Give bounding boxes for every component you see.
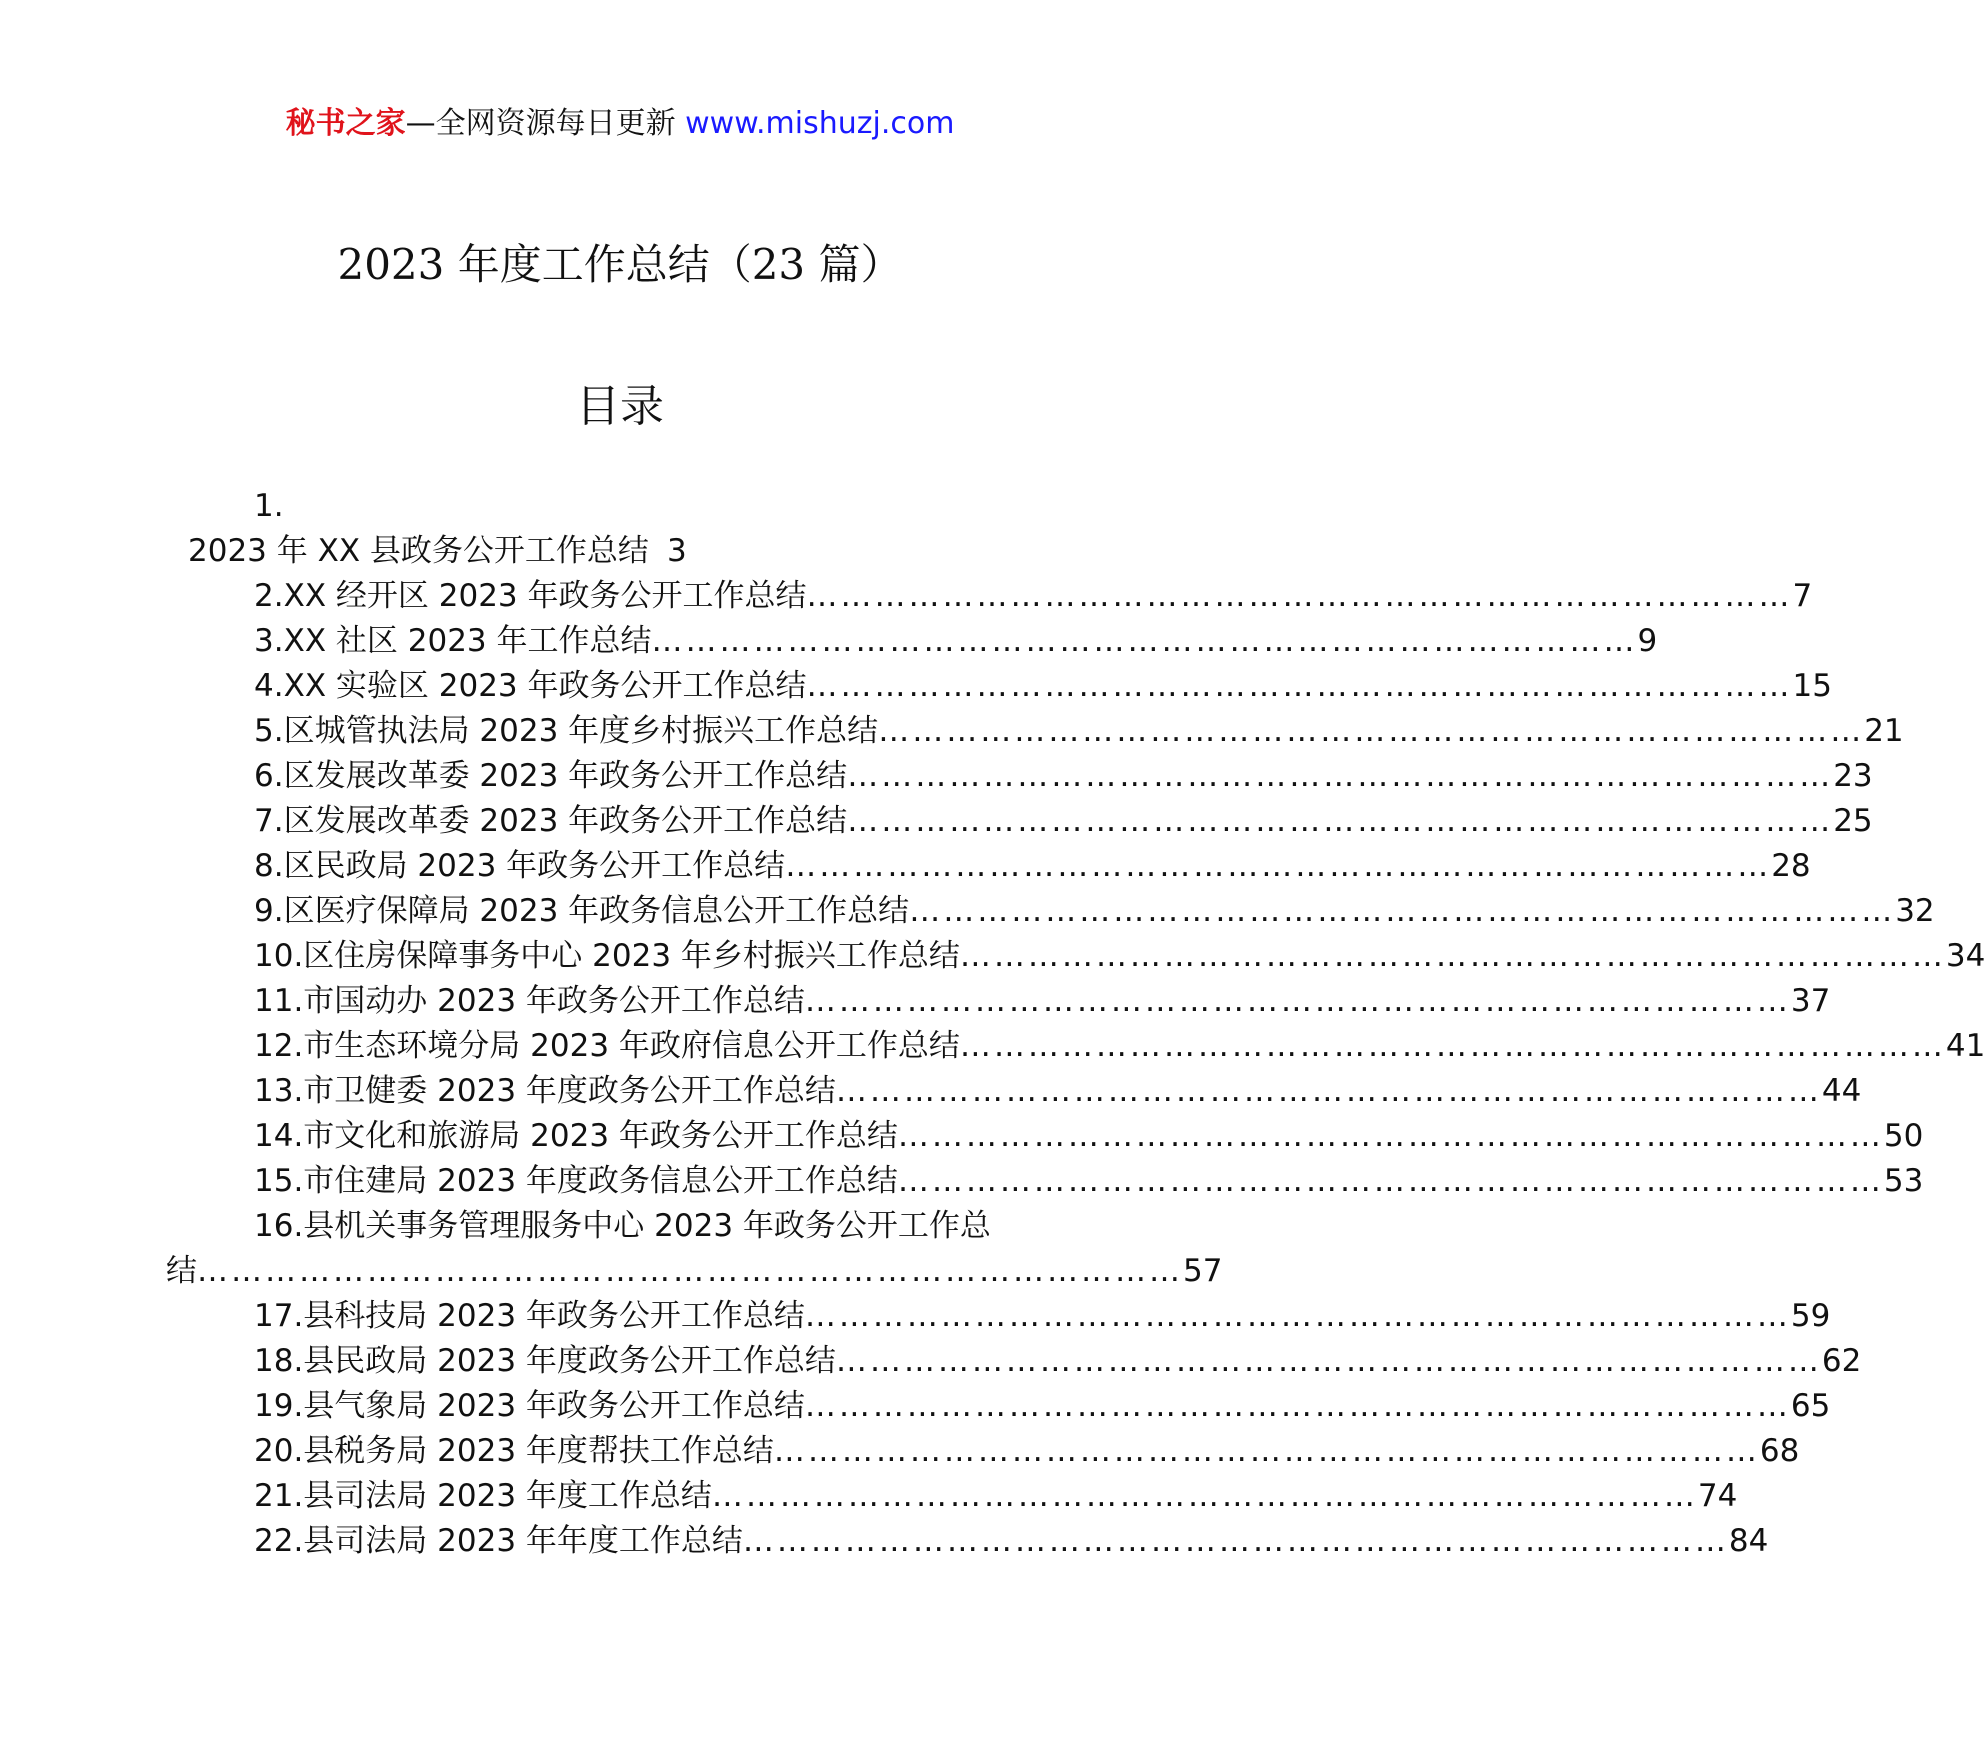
toc-entry[interactable] [188,574,1813,619]
toc-entry-title: 2.XX 经开区 2023 年政务公开工作总结 [254,578,807,614]
toc-entry[interactable] [188,1024,1985,1069]
toc-entry-title: 11.市国动办 2023 年政务公开工作总结 [254,983,805,1019]
toc-entry-title-continued: 结 [166,1253,197,1289]
toc-entries-group-a [188,574,1985,1204]
toc-entry-page: 32 [1895,893,1935,929]
toc-entry-page: 62 [1821,1343,1862,1379]
toc-entry[interactable] [188,799,1873,844]
brand-name: 秘书之家 [285,106,406,141]
toc-leader-dots: …………………………………………………………………………… [897,1163,1884,1199]
toc-entry-page: 57 [1183,1253,1223,1289]
toc-entry-title: 13.市卫健委 2023 年度政务公开工作总结 [254,1073,836,1109]
toc-entry[interactable] [188,1159,1924,1204]
toc-entry-title: 18.县民政局 2023 年度政务公开工作总结 [254,1343,836,1379]
toc-entry-page: 7 [1792,578,1813,614]
toc-entry-title: 10.区住房保障事务中心 2023 年乡村振兴工作总结 [254,938,960,974]
document-title: 2023 年度工作总结（23 篇） [337,240,903,289]
toc-entry[interactable] [188,1384,1831,1429]
toc-entry-title: 6.区发展改革委 2023 年政务公开工作总结 [254,758,848,794]
toc-entry[interactable] [188,1474,1738,1519]
toc-entry-title: 17.县科技局 2023 年政务公开工作总结 [254,1298,805,1334]
toc-leader-dots: …………………………………………………………………………… [847,803,1834,839]
toc-entry-16-line2[interactable] [166,1249,1223,1294]
toc-entry[interactable] [188,844,1811,889]
toc-entry[interactable] [188,619,1658,664]
toc-entry-1-number-line[interactable] [188,484,1048,529]
toc-entry-page: 59 [1790,1298,1831,1334]
toc-entry-16-line1[interactable] [188,1204,1048,1249]
toc-leader-dots: …………………………………………………………………………… [806,578,1793,614]
toc-leader-dots: …………………………………………………………………………… [197,1253,1183,1289]
toc-entry-page: 53 [1883,1163,1924,1199]
toc-entry-page: 65 [1790,1388,1831,1424]
toc-entry-title: 5.区城管执法局 2023 年度乡村振兴工作总结 [254,713,879,749]
toc-entry[interactable] [188,1114,1924,1159]
toc-leader-dots: …………………………………………………………………………… [773,1433,1760,1469]
toc-entry-page: 25 [1833,803,1873,839]
toc-entry-page: 68 [1759,1433,1800,1469]
toc-entry-page: 21 [1864,713,1904,749]
toc-entry-page: 15 [1792,668,1832,704]
toc-leader-dots: …………………………………………………………………………… [878,713,1865,749]
toc-entry[interactable] [188,934,1985,979]
toc-entry-title: 14.市文化和旅游局 2023 年政务公开工作总结 [254,1118,898,1154]
toc-leader-dots: …………………………………………………………………………… [711,1478,1698,1514]
toc-leader-dots: …………………………………………………………………………… [806,668,1793,704]
toc-entry-page: 23 [1833,758,1873,794]
toc-entry[interactable] [188,1294,1831,1339]
toc-entry[interactable] [188,754,1873,799]
toc-heading: 目录 [576,381,664,432]
toc-entry-page: 84 [1728,1523,1769,1559]
toc-leader-dots: …………………………………………………………………………… [804,983,1791,1019]
toc-entry-title: 2023 年 XX 县政务公开工作总结 [188,533,649,569]
toc-entry-page: 34 [1945,938,1985,974]
site-banner [0,98,1240,142]
toc-leader-dots: …………………………………………………………………………… [959,938,1946,974]
toc-leader-dots: …………………………………………………………………………… [804,1298,1791,1334]
site-url-link[interactable]: www.mishuzj.com [685,106,955,141]
toc-leader-dots: …………………………………………………………………………… [847,758,1834,794]
toc-leader-dots: …………………………………………………………………………… [785,848,1772,884]
toc-entry-title: 4.XX 实验区 2023 年政务公开工作总结 [254,668,807,704]
toc-entry-title: 7.区发展改革委 2023 年政务公开工作总结 [254,803,848,839]
toc-entry-title: 8.区民政局 2023 年政务公开工作总结 [254,848,786,884]
toc-entry-page: 41 [1945,1028,1985,1064]
toc-leader-dots: …………………………………………………………………………… [959,1028,1946,1064]
toc-entry-page: 44 [1821,1073,1862,1109]
toc-entry-page: 50 [1883,1118,1924,1154]
toc-entry[interactable] [188,1069,1862,1114]
toc-entry-page: 28 [1771,848,1811,884]
toc-entry-title: 19.县气象局 2023 年政务公开工作总结 [254,1388,805,1424]
toc-entry[interactable] [188,1519,1769,1564]
toc-entry-title: 22.县司法局 2023 年年度工作总结 [254,1523,743,1559]
toc-leader-dots: …………………………………………………………………………… [897,1118,1884,1154]
toc-entry-page: 9 [1637,623,1658,659]
toc-entry[interactable] [188,664,1832,709]
toc-entry-page: 74 [1697,1478,1738,1514]
toc-leader-dots: …………………………………………………………………………… [909,893,1896,929]
toc-entry[interactable] [188,889,1935,934]
toc-entry-title: 20.县税务局 2023 年度帮扶工作总结 [254,1433,774,1469]
toc-leader-dots: …………………………………………………………………………… [835,1073,1822,1109]
toc-leader-dots: …………………………………………………………………………… [742,1523,1729,1559]
toc-entry-title: 9.区医疗保障局 2023 年政务信息公开工作总结 [254,893,910,929]
toc-entry-page: 3 [666,533,687,569]
toc-entry-title: 21.县司法局 2023 年度工作总结 [254,1478,712,1514]
toc-entries-group-b [188,1294,1862,1564]
table-of-contents [166,484,1985,1564]
toc-entry-title: 3.XX 社区 2023 年工作总结 [254,623,652,659]
brand-tagline: —全网资源每日更新 [405,106,676,141]
toc-leader-dots: …………………………………………………………………………… [835,1343,1822,1379]
toc-entry-number: 1. [254,488,284,524]
toc-entry[interactable] [188,1429,1800,1474]
toc-entry[interactable] [188,709,1904,754]
toc-entry[interactable] [188,979,1831,1024]
toc-entry-page: 37 [1790,983,1831,1019]
toc-entry-title: 12.市生态环境分局 2023 年政府信息公开工作总结 [254,1028,960,1064]
toc-entry-title: 15.市住建局 2023 年度政务信息公开工作总结 [254,1163,898,1199]
toc-leader-dots: …………………………………………………………………………… [651,623,1638,659]
toc-entry-1[interactable] [0,529,1048,574]
toc-leader-dots: …………………………………………………………………………… [804,1388,1791,1424]
toc-entry[interactable] [188,1339,1862,1384]
toc-entry-title: 16.县机关事务管理服务中心 2023 年政务公开工作总 [254,1208,991,1244]
